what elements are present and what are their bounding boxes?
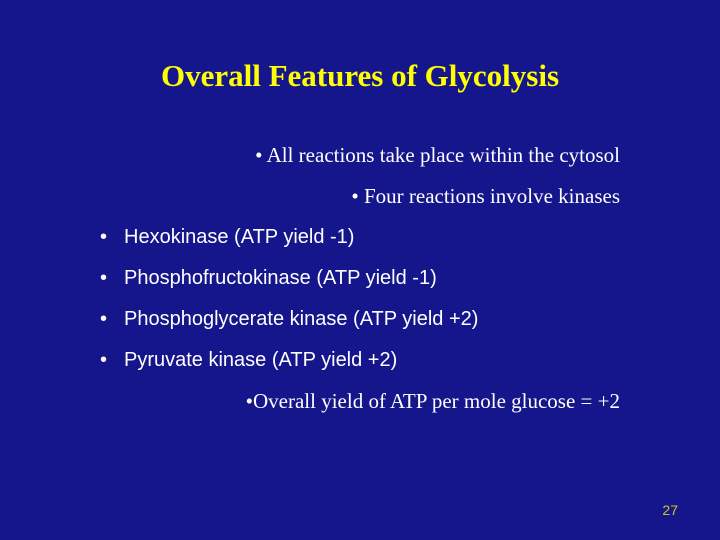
kinase-list [100, 222, 478, 386]
kinase-item-hexokinase [100, 222, 478, 263]
slide-title: Overall Features of Glycolysis [160, 58, 560, 93]
bullet-overall-yield: •Overall yield of ATP per mole glucose = +2 [245, 389, 620, 413]
kinase-item-text: Hexokinase (ATP yield -1) [124, 226, 355, 248]
kinase-item-phosphoglycerate-kinase [100, 304, 478, 345]
kinase-item-phosphofructokinase [100, 263, 478, 304]
kinase-item-text: Phosphoglycerate kinase (ATP yield +2) [124, 308, 479, 330]
list-bullet: • [100, 267, 108, 289]
kinase-item-text: Pyruvate kinase (ATP yield +2) [124, 349, 398, 371]
kinase-item-pyruvate-kinase [100, 345, 478, 386]
list-bullet: • [100, 308, 108, 330]
bullet-cytosol: • All reactions take place within the cytosol [255, 143, 620, 167]
list-bullet: • [100, 349, 108, 371]
list-bullet: • [100, 226, 108, 248]
kinase-item-text: Phosphofructokinase (ATP yield -1) [124, 267, 437, 289]
page-number: 27 [662, 502, 678, 518]
bullet-kinases: • Four reactions involve kinases [351, 184, 620, 208]
